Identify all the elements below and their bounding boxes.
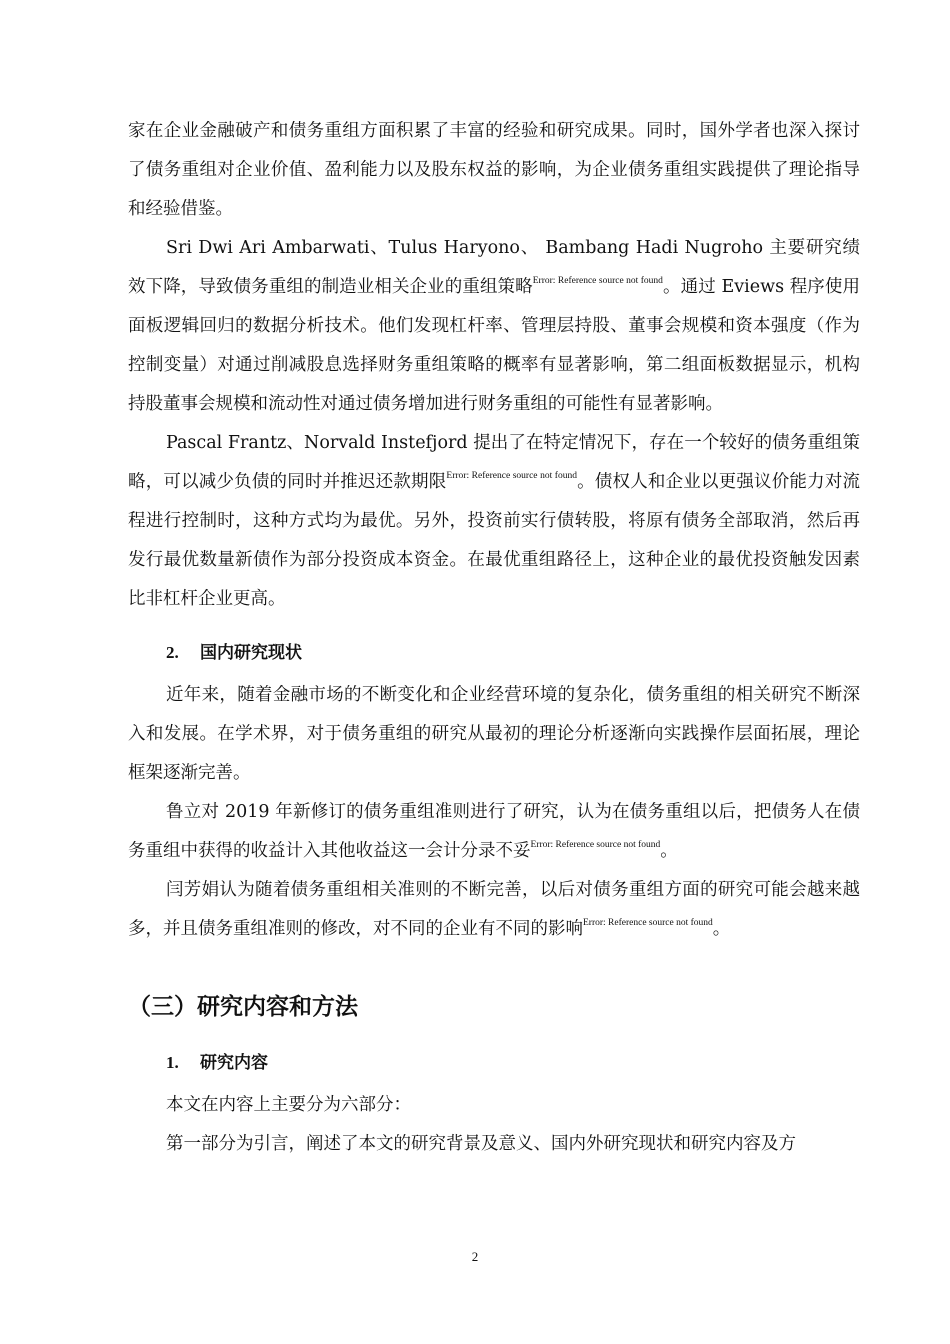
paragraph — [128, 1086, 860, 1125]
reference-error: Error: Reference source not found — [446, 471, 577, 481]
heading-number: 1. — [166, 1053, 179, 1072]
paragraph — [128, 871, 860, 949]
subsection-heading — [128, 633, 860, 672]
paragraph-text: 本文在内容上主要分为六部分： — [166, 1095, 411, 1115]
paragraph-text: 。 — [660, 841, 678, 861]
paragraph-text: 闫芳娟认为随着债务重组相关准则的不断完善，以后对债务重组方面的研究可能会越来越多，并且债务重组准则的修改，对不同的企业有不同的影响 — [128, 880, 860, 939]
section-heading: （三）研究内容和方法 — [128, 994, 358, 1020]
page-body — [128, 112, 860, 1164]
paragraph — [128, 424, 860, 619]
paragraph — [128, 112, 860, 229]
paragraph-text: Pascal Frantz、Norvald Instefjord 提出了在特定情况下，存在一个较好的债务重组策略，可以减少负债的同时并推迟还款期限 — [128, 433, 860, 492]
page-number: 2 — [471, 1249, 479, 1264]
paragraph-text: 。通过 Eviews 程序使用面板逻辑回归的数据分析技术。他们发现杠杆率、管理层持股、董事会规模和资本强度（作为控制变量）对通过削减股息选择财务重组策略的概率有显著影响，第二组面板数据显示，机构持股董事会规模和流动性对通过债务增加进行财务重组的可能性有显著影响。 — [128, 277, 861, 414]
paragraph — [128, 229, 860, 424]
reference-error: Error: Reference source not found — [532, 276, 663, 286]
heading-text: 研究内容 — [200, 1053, 268, 1072]
reference-error: Error: Reference source not found — [530, 840, 661, 850]
heading-number: 2. — [166, 643, 179, 662]
heading-text: 国内研究现状 — [200, 643, 302, 662]
paragraph-text: 鲁立对 2019 年新修订的债务重组准则进行了研究，认为在债务重组以后，把债务人在债务重组中获得的收益计入其他收益这一会计分录不妥 — [128, 802, 860, 861]
paragraph — [128, 1125, 860, 1164]
paragraph-text: 家在企业金融破产和债务重组方面积累了丰富的经验和研究成果。同时，国外学者也深入探讨了债务重组对企业价值、盈利能力以及股东权益的影响，为企业债务重组实践提供了理论指导和经验借鉴。 — [128, 121, 860, 219]
paragraph-text: 近年来，随着金融市场的不断变化和企业经营环境的复杂化，债务重组的相关研究不断深入和发展。在学术界，对于债务重组的研究从最初的理论分析逐渐向实践操作层面拓展，理论框架逐渐完善。 — [128, 685, 860, 783]
paragraph — [128, 676, 860, 793]
paragraph-text: 。 — [712, 919, 731, 939]
paragraph — [128, 793, 860, 871]
reference-error: Error: Reference source not found — [583, 918, 713, 928]
subsection-heading — [128, 1043, 860, 1082]
paragraph-text: 。债权人和企业以更强议价能力对流程进行控制时，这种方式均为最优。另外，投资前实行债转股，将原有债务全部取消，然后再发行最优数量新债作为部分投资成本资金。在最优重组路径上，这种企业的最优投资触发因素比非杠杆企业更高。 — [128, 472, 861, 609]
paragraph-text: 第一部分为引言，阐述了本文的研究背景及意义、国内外研究现状和研究内容及方 — [166, 1134, 796, 1154]
paragraph-text: Sri Dwi Ari Ambarwati、Tulus Haryono、 Bambang Hadi Nugroho 主要研究绩效下降，导致债务重组的制造业相关企业的重组策略 — [128, 238, 860, 297]
